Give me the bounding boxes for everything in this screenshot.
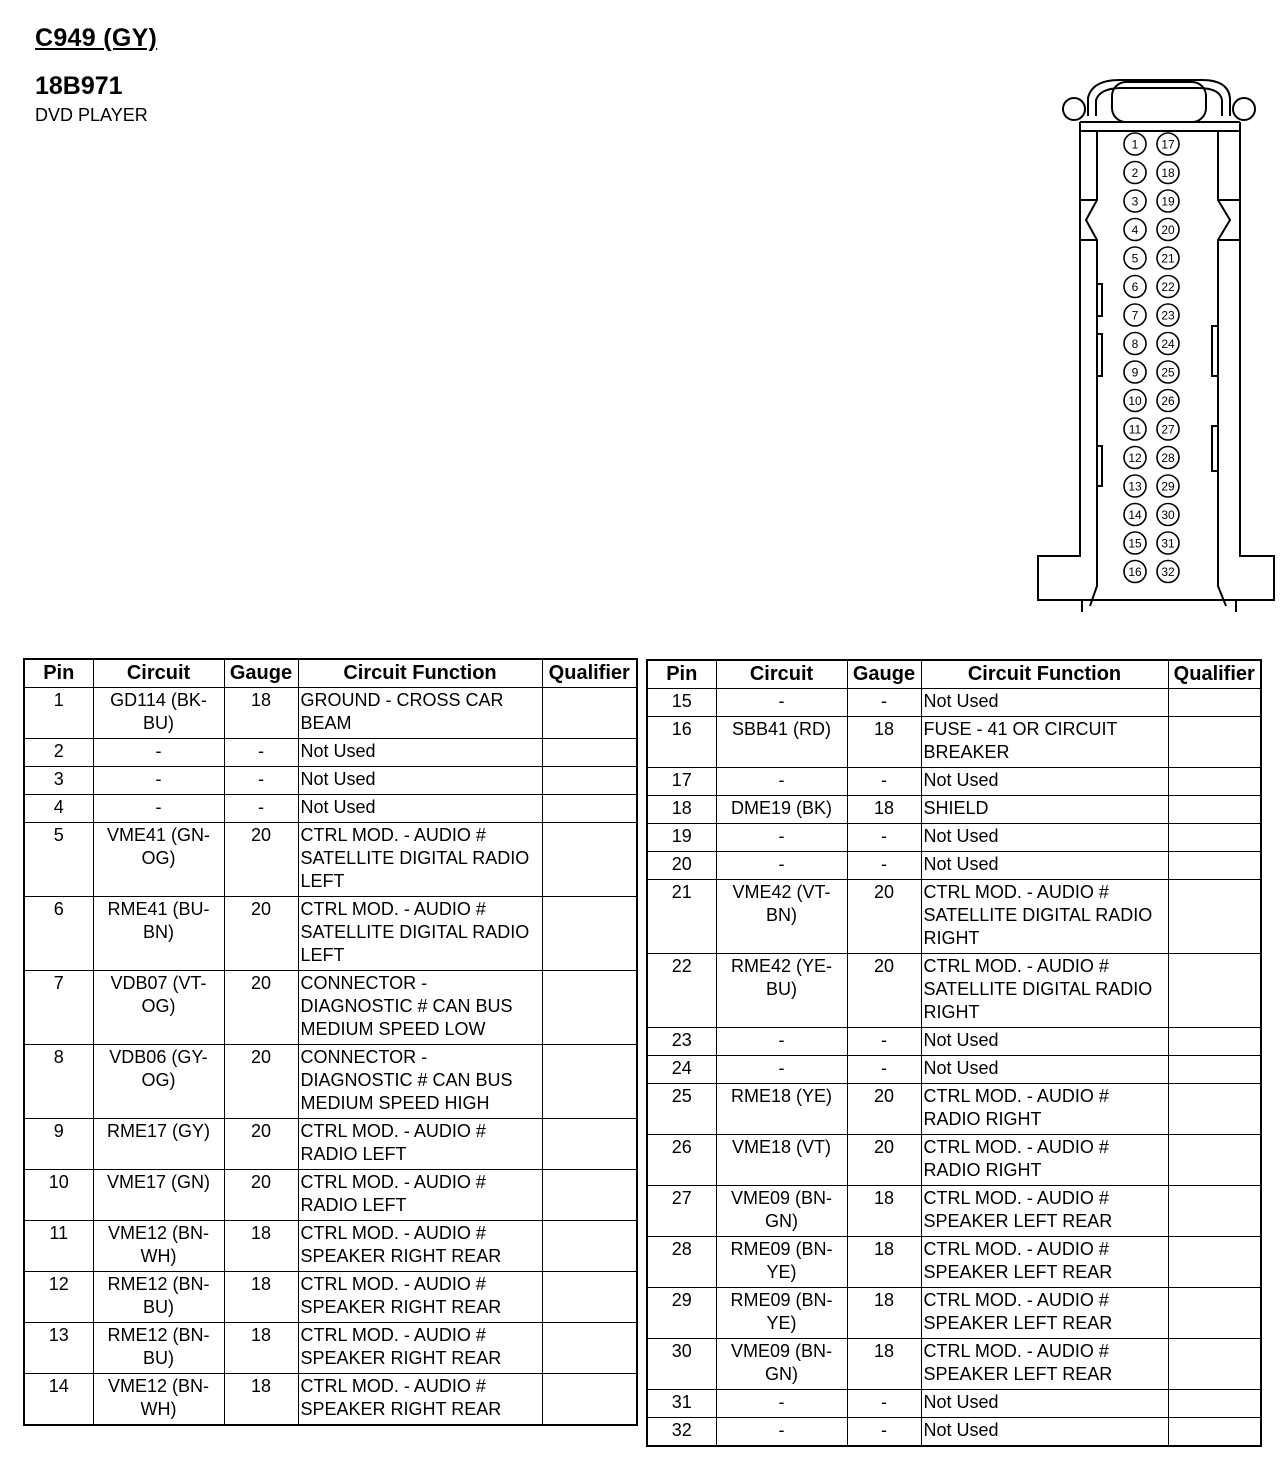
pin-number-label: 1 xyxy=(1131,137,1139,152)
gauge-cell: 20 xyxy=(224,1119,298,1170)
pin-cell: 27 xyxy=(647,1186,716,1237)
pin-14-marker xyxy=(1124,504,1146,526)
table-row xyxy=(647,852,1261,880)
pin-number-label: 12 xyxy=(1128,451,1142,465)
table-row xyxy=(647,1339,1261,1390)
pin-cell: 16 xyxy=(647,717,716,768)
table-row xyxy=(24,767,637,795)
qualifier-cell xyxy=(542,1374,637,1426)
circuit-cell: - xyxy=(716,768,847,796)
circuit-function-cell: CTRL MOD. - AUDIO # SPEAKER LEFT REAR xyxy=(921,1288,1168,1339)
pin-number-label: 18 xyxy=(1161,166,1175,180)
pin-cell: 17 xyxy=(647,768,716,796)
gauge-cell: - xyxy=(847,852,921,880)
circuit-cell: - xyxy=(716,1390,847,1418)
qualifier-cell xyxy=(1168,852,1261,880)
circuit-cell: - xyxy=(93,767,224,795)
gauge-cell: 18 xyxy=(224,1374,298,1426)
qualifier-cell xyxy=(542,897,637,971)
pin-number-label: 21 xyxy=(1161,251,1175,266)
pin-2-marker xyxy=(1124,162,1146,184)
pin-number-label: 14 xyxy=(1128,508,1142,522)
qualifier-cell xyxy=(1168,1418,1261,1447)
circuit-cell: RME18 (YE) xyxy=(716,1084,847,1135)
pin-cell: 2 xyxy=(24,739,93,767)
pin-24-marker xyxy=(1157,333,1179,355)
pin-number-label: 29 xyxy=(1161,479,1175,494)
pin-cell: 19 xyxy=(647,824,716,852)
circuit-function-cell: CTRL MOD. - AUDIO # SPEAKER RIGHT REAR xyxy=(298,1374,542,1426)
qualifier-cell xyxy=(1168,717,1261,768)
circuit-cell: RME42 (YE-BU) xyxy=(716,954,847,1028)
table-row xyxy=(24,1374,637,1426)
gauge-cell: 18 xyxy=(847,1237,921,1288)
pin-number-label: 5 xyxy=(1131,251,1139,266)
circuit-function-cell: CTRL MOD. - AUDIO # RADIO LEFT xyxy=(298,1119,542,1170)
table-row xyxy=(647,824,1261,852)
pin-cell: 13 xyxy=(24,1323,93,1374)
pin-number-label: 30 xyxy=(1161,508,1175,522)
gauge-cell: 20 xyxy=(224,823,298,897)
pin-cell: 6 xyxy=(24,897,93,971)
circuit-cell: - xyxy=(716,852,847,880)
pin-number-label: 13 xyxy=(1128,479,1142,494)
pin-17-marker xyxy=(1157,133,1179,155)
circuit-function-cell: CTRL MOD. - AUDIO # SPEAKER LEFT REAR xyxy=(921,1186,1168,1237)
pin-cell: 10 xyxy=(24,1170,93,1221)
qualifier-cell xyxy=(1168,1237,1261,1288)
table-row xyxy=(647,954,1261,1028)
pin-number-label: 32 xyxy=(1161,565,1175,579)
qualifier-cell xyxy=(1168,954,1261,1028)
pin-cell: 26 xyxy=(647,1135,716,1186)
qualifier-cell xyxy=(542,1119,637,1170)
gauge-cell: - xyxy=(847,689,921,717)
circuit-cell: - xyxy=(716,824,847,852)
circuit-cell: - xyxy=(716,1056,847,1084)
pin-number-label: 27 xyxy=(1161,422,1175,437)
table-row xyxy=(647,717,1261,768)
circuit-function-cell: CTRL MOD. - AUDIO # SATELLITE DIGITAL RADIO LEFT xyxy=(298,823,542,897)
circuit-cell: RME41 (BU-BN) xyxy=(93,897,224,971)
table-row xyxy=(647,1028,1261,1056)
circuit-function-cell: CTRL MOD. - AUDIO # SPEAKER RIGHT REAR xyxy=(298,1323,542,1374)
circuit-cell: VME41 (GN-OG) xyxy=(93,823,224,897)
header-circuit: Circuit xyxy=(716,660,847,689)
gauge-cell: 20 xyxy=(847,880,921,954)
pin-30-marker xyxy=(1157,504,1179,526)
table-row xyxy=(24,1272,637,1323)
circuit-cell: RME09 (BN-YE) xyxy=(716,1237,847,1288)
gauge-cell: 18 xyxy=(847,1186,921,1237)
pin-9-marker xyxy=(1124,361,1146,383)
pin-10-marker xyxy=(1124,390,1146,412)
header-pin: Pin xyxy=(647,660,716,689)
header-pin: Pin xyxy=(24,659,93,688)
pin-cell: 11 xyxy=(24,1221,93,1272)
gauge-cell: - xyxy=(847,1418,921,1447)
qualifier-cell xyxy=(1168,1084,1261,1135)
gauge-cell: - xyxy=(224,795,298,823)
circuit-cell: VME18 (VT) xyxy=(716,1135,847,1186)
circuit-cell: VME12 (BN-WH) xyxy=(93,1374,224,1426)
table-row xyxy=(24,1045,637,1119)
gauge-cell: 18 xyxy=(224,1323,298,1374)
gauge-cell: 20 xyxy=(224,1170,298,1221)
gauge-cell: 20 xyxy=(847,1084,921,1135)
pin-cell: 29 xyxy=(647,1288,716,1339)
pin-19-marker xyxy=(1157,190,1179,212)
gauge-cell: 20 xyxy=(224,971,298,1045)
pin-number-label: 23 xyxy=(1161,308,1175,323)
part-number: 18B971 xyxy=(35,72,123,100)
pin-cell: 31 xyxy=(647,1390,716,1418)
circuit-function-cell: FUSE - 41 OR CIRCUIT BREAKER xyxy=(921,717,1168,768)
pin-32-marker xyxy=(1157,561,1179,583)
pin-cell: 30 xyxy=(647,1339,716,1390)
pin-23-marker xyxy=(1157,304,1179,326)
circuit-cell: - xyxy=(716,689,847,717)
pin-29-marker xyxy=(1157,475,1179,497)
circuit-function-cell: Not Used xyxy=(921,768,1168,796)
table-header-row xyxy=(24,659,637,688)
pin-27-marker xyxy=(1157,418,1179,440)
connector-title: C949 (GY) xyxy=(35,24,158,52)
circuit-function-cell: CTRL MOD. - AUDIO # RADIO LEFT xyxy=(298,1170,542,1221)
gauge-cell: 18 xyxy=(847,717,921,768)
table-row xyxy=(24,1170,637,1221)
table-row xyxy=(647,1390,1261,1418)
qualifier-cell xyxy=(542,1323,637,1374)
pin-number-label: 10 xyxy=(1128,394,1142,408)
table-row xyxy=(647,1237,1261,1288)
pin-5-marker xyxy=(1124,247,1146,269)
circuit-function-cell: SHIELD xyxy=(921,796,1168,824)
circuit-cell: VME42 (VT-BN) xyxy=(716,880,847,954)
pin-18-marker xyxy=(1157,162,1179,184)
pin-cell: 28 xyxy=(647,1237,716,1288)
qualifier-cell xyxy=(542,767,637,795)
qualifier-cell xyxy=(542,1045,637,1119)
pin-number-label: 16 xyxy=(1128,565,1142,579)
pin-cell: 15 xyxy=(647,689,716,717)
pin-22-marker xyxy=(1157,276,1179,298)
table-row xyxy=(24,1221,637,1272)
circuit-function-cell: Not Used xyxy=(921,1418,1168,1447)
circuit-function-cell: CTRL MOD. - AUDIO # RADIO RIGHT xyxy=(921,1084,1168,1135)
pin-number-label: 19 xyxy=(1161,194,1175,209)
pin-number-label: 17 xyxy=(1161,137,1175,152)
circuit-cell: VME09 (BN-GN) xyxy=(716,1186,847,1237)
gauge-cell: 18 xyxy=(847,796,921,824)
pin-number-label: 9 xyxy=(1131,365,1139,380)
gauge-cell: - xyxy=(224,767,298,795)
circuit-function-cell: Not Used xyxy=(921,824,1168,852)
circuit-cell: RME12 (BN-BU) xyxy=(93,1272,224,1323)
pin-number-label: 20 xyxy=(1161,223,1175,237)
qualifier-cell xyxy=(1168,1288,1261,1339)
gauge-cell: 20 xyxy=(847,1135,921,1186)
qualifier-cell xyxy=(1168,689,1261,717)
gauge-cell: - xyxy=(847,768,921,796)
pin-cell: 32 xyxy=(647,1418,716,1447)
pin-number-label: 11 xyxy=(1128,422,1142,437)
circuit-function-cell: CTRL MOD. - AUDIO # SPEAKER RIGHT REAR xyxy=(298,1272,542,1323)
pin-8-marker xyxy=(1124,333,1146,355)
pin-15-marker xyxy=(1124,532,1146,554)
table-row xyxy=(647,1084,1261,1135)
qualifier-cell xyxy=(542,688,637,739)
pin-cell: 25 xyxy=(647,1084,716,1135)
table-row xyxy=(24,795,637,823)
circuit-cell: RME17 (GY) xyxy=(93,1119,224,1170)
pin-cell: 4 xyxy=(24,795,93,823)
circuit-cell: - xyxy=(716,1418,847,1447)
table-row xyxy=(24,897,637,971)
circuit-function-cell: Not Used xyxy=(921,852,1168,880)
pin-number-label: 15 xyxy=(1128,536,1142,551)
circuit-cell: SBB41 (RD) xyxy=(716,717,847,768)
circuit-cell: VME09 (BN-GN) xyxy=(716,1339,847,1390)
table-row xyxy=(647,1418,1261,1447)
circuit-function-cell: Not Used xyxy=(921,1056,1168,1084)
pin-cell: 12 xyxy=(24,1272,93,1323)
gauge-cell: 18 xyxy=(224,1221,298,1272)
pin-number-label: 8 xyxy=(1131,337,1139,351)
pin-cell: 14 xyxy=(24,1374,93,1426)
pin-3-marker xyxy=(1124,190,1146,212)
pin-cell: 20 xyxy=(647,852,716,880)
header-circuit: Circuit xyxy=(93,659,224,688)
circuit-function-cell: Not Used xyxy=(921,1390,1168,1418)
qualifier-cell xyxy=(1168,1186,1261,1237)
pin-20-marker xyxy=(1157,219,1179,241)
pinout-table-right xyxy=(646,659,1262,1447)
qualifier-cell xyxy=(542,971,637,1045)
qualifier-cell xyxy=(1168,880,1261,954)
pin-31-marker xyxy=(1157,532,1179,554)
qualifier-cell xyxy=(1168,1390,1261,1418)
header-gauge: Gauge xyxy=(847,660,921,689)
pin-7-marker xyxy=(1124,304,1146,326)
circuit-cell: GD114 (BK-BU) xyxy=(93,688,224,739)
circuit-function-cell: Not Used xyxy=(921,689,1168,717)
circuit-cell: - xyxy=(93,739,224,767)
circuit-function-cell: Not Used xyxy=(298,767,542,795)
qualifier-cell xyxy=(1168,796,1261,824)
table-row xyxy=(647,1186,1261,1237)
table-row xyxy=(647,880,1261,954)
header-gauge: Gauge xyxy=(224,659,298,688)
pin-cell: 22 xyxy=(647,954,716,1028)
gauge-cell: 20 xyxy=(847,954,921,1028)
pin-number-label: 26 xyxy=(1161,394,1175,408)
table-row xyxy=(24,823,637,897)
pin-11-marker xyxy=(1124,418,1146,440)
pin-number-label: 4 xyxy=(1131,223,1139,237)
pin-cell: 21 xyxy=(647,880,716,954)
qualifier-cell xyxy=(1168,768,1261,796)
pin-number-label: 31 xyxy=(1161,536,1175,551)
pin-number-label: 22 xyxy=(1161,280,1175,294)
pin-number-label: 25 xyxy=(1161,365,1175,380)
pin-number-label: 7 xyxy=(1131,308,1139,323)
pin-cell: 3 xyxy=(24,767,93,795)
pin-cell: 1 xyxy=(24,688,93,739)
circuit-cell: - xyxy=(716,1028,847,1056)
pin-cell: 9 xyxy=(24,1119,93,1170)
circuit-cell: VME17 (GN) xyxy=(93,1170,224,1221)
circuit-function-cell: CTRL MOD. - AUDIO # SPEAKER LEFT REAR xyxy=(921,1339,1168,1390)
qualifier-cell xyxy=(542,795,637,823)
gauge-cell: 18 xyxy=(224,688,298,739)
table-header-row xyxy=(647,660,1261,689)
circuit-cell: - xyxy=(93,795,224,823)
pin-number-label: 2 xyxy=(1131,166,1139,180)
circuit-cell: VDB07 (VT-OG) xyxy=(93,971,224,1045)
qualifier-cell xyxy=(1168,1339,1261,1390)
pin-cell: 24 xyxy=(647,1056,716,1084)
table-row xyxy=(24,688,637,739)
pin-25-marker xyxy=(1157,361,1179,383)
qualifier-cell xyxy=(1168,824,1261,852)
header-qualifier: Qualifier xyxy=(542,659,637,688)
pin-cell: 5 xyxy=(24,823,93,897)
header-circuit-function: Circuit Function xyxy=(921,660,1168,689)
gauge-cell: - xyxy=(847,1390,921,1418)
circuit-cell: VME12 (BN-WH) xyxy=(93,1221,224,1272)
pin-number-label: 6 xyxy=(1131,280,1139,294)
pin-28-marker xyxy=(1157,447,1179,469)
header-qualifier: Qualifier xyxy=(1168,660,1261,689)
pin-cell: 18 xyxy=(647,796,716,824)
qualifier-cell xyxy=(542,823,637,897)
qualifier-cell xyxy=(542,1221,637,1272)
table-row xyxy=(647,1135,1261,1186)
pin-number-label: 28 xyxy=(1161,451,1175,465)
pin-cell: 7 xyxy=(24,971,93,1045)
circuit-function-cell: Not Used xyxy=(921,1028,1168,1056)
table-row xyxy=(647,689,1261,717)
pin-12-marker xyxy=(1124,447,1146,469)
circuit-function-cell: CTRL MOD. - AUDIO # SATELLITE DIGITAL RADIO RIGHT xyxy=(921,954,1168,1028)
gauge-cell: - xyxy=(224,739,298,767)
qualifier-cell xyxy=(542,1170,637,1221)
circuit-cell: RME12 (BN-BU) xyxy=(93,1323,224,1374)
pin-21-marker xyxy=(1157,247,1179,269)
pin-number-label: 24 xyxy=(1161,337,1175,351)
qualifier-cell xyxy=(1168,1056,1261,1084)
pin-1-marker xyxy=(1124,133,1146,155)
qualifier-cell xyxy=(1168,1028,1261,1056)
pin-16-marker xyxy=(1124,561,1146,583)
gauge-cell: - xyxy=(847,1056,921,1084)
header-circuit-function: Circuit Function xyxy=(298,659,542,688)
pin-4-marker xyxy=(1124,219,1146,241)
circuit-cell: VDB06 (GY-OG) xyxy=(93,1045,224,1119)
circuit-function-cell: GROUND - CROSS CAR BEAM xyxy=(298,688,542,739)
pin-6-marker xyxy=(1124,276,1146,298)
table-row xyxy=(24,971,637,1045)
table-row xyxy=(647,1288,1261,1339)
circuit-function-cell: Not Used xyxy=(298,795,542,823)
component-description: DVD PLAYER xyxy=(35,105,148,125)
table-row xyxy=(24,739,637,767)
gauge-cell: 18 xyxy=(847,1288,921,1339)
circuit-function-cell: CTRL MOD. - AUDIO # SATELLITE DIGITAL RADIO LEFT xyxy=(298,897,542,971)
circuit-function-cell: Not Used xyxy=(298,739,542,767)
gauge-cell: 18 xyxy=(847,1339,921,1390)
pin-number-label: 3 xyxy=(1131,194,1139,209)
gauge-cell: 18 xyxy=(224,1272,298,1323)
qualifier-cell xyxy=(1168,1135,1261,1186)
table-row xyxy=(647,796,1261,824)
gauge-cell: - xyxy=(847,824,921,852)
table-row xyxy=(24,1119,637,1170)
table-row xyxy=(647,1056,1261,1084)
table-row xyxy=(24,1323,637,1374)
pin-cell: 23 xyxy=(647,1028,716,1056)
circuit-function-cell: CTRL MOD. - AUDIO # SPEAKER RIGHT REAR xyxy=(298,1221,542,1272)
circuit-function-cell: CTRL MOD. - AUDIO # SATELLITE DIGITAL RADIO RIGHT xyxy=(921,880,1168,954)
connector-face-diagram xyxy=(1030,76,1278,616)
circuit-cell: DME19 (BK) xyxy=(716,796,847,824)
circuit-function-cell: CONNECTOR - DIAGNOSTIC # CAN BUS MEDIUM SPEED HIGH xyxy=(298,1045,542,1119)
pin-13-marker xyxy=(1124,475,1146,497)
qualifier-cell xyxy=(542,1272,637,1323)
gauge-cell: - xyxy=(847,1028,921,1056)
circuit-function-cell: CONNECTOR - DIAGNOSTIC # CAN BUS MEDIUM SPEED LOW xyxy=(298,971,542,1045)
pin-cell: 8 xyxy=(24,1045,93,1119)
circuit-cell: RME09 (BN-YE) xyxy=(716,1288,847,1339)
gauge-cell: 20 xyxy=(224,1045,298,1119)
circuit-function-cell: CTRL MOD. - AUDIO # SPEAKER LEFT REAR xyxy=(921,1237,1168,1288)
qualifier-cell xyxy=(542,739,637,767)
pinout-table-left xyxy=(23,658,638,1426)
table-row xyxy=(647,768,1261,796)
gauge-cell: 20 xyxy=(224,897,298,971)
pin-26-marker xyxy=(1157,390,1179,412)
circuit-function-cell: CTRL MOD. - AUDIO # RADIO RIGHT xyxy=(921,1135,1168,1186)
